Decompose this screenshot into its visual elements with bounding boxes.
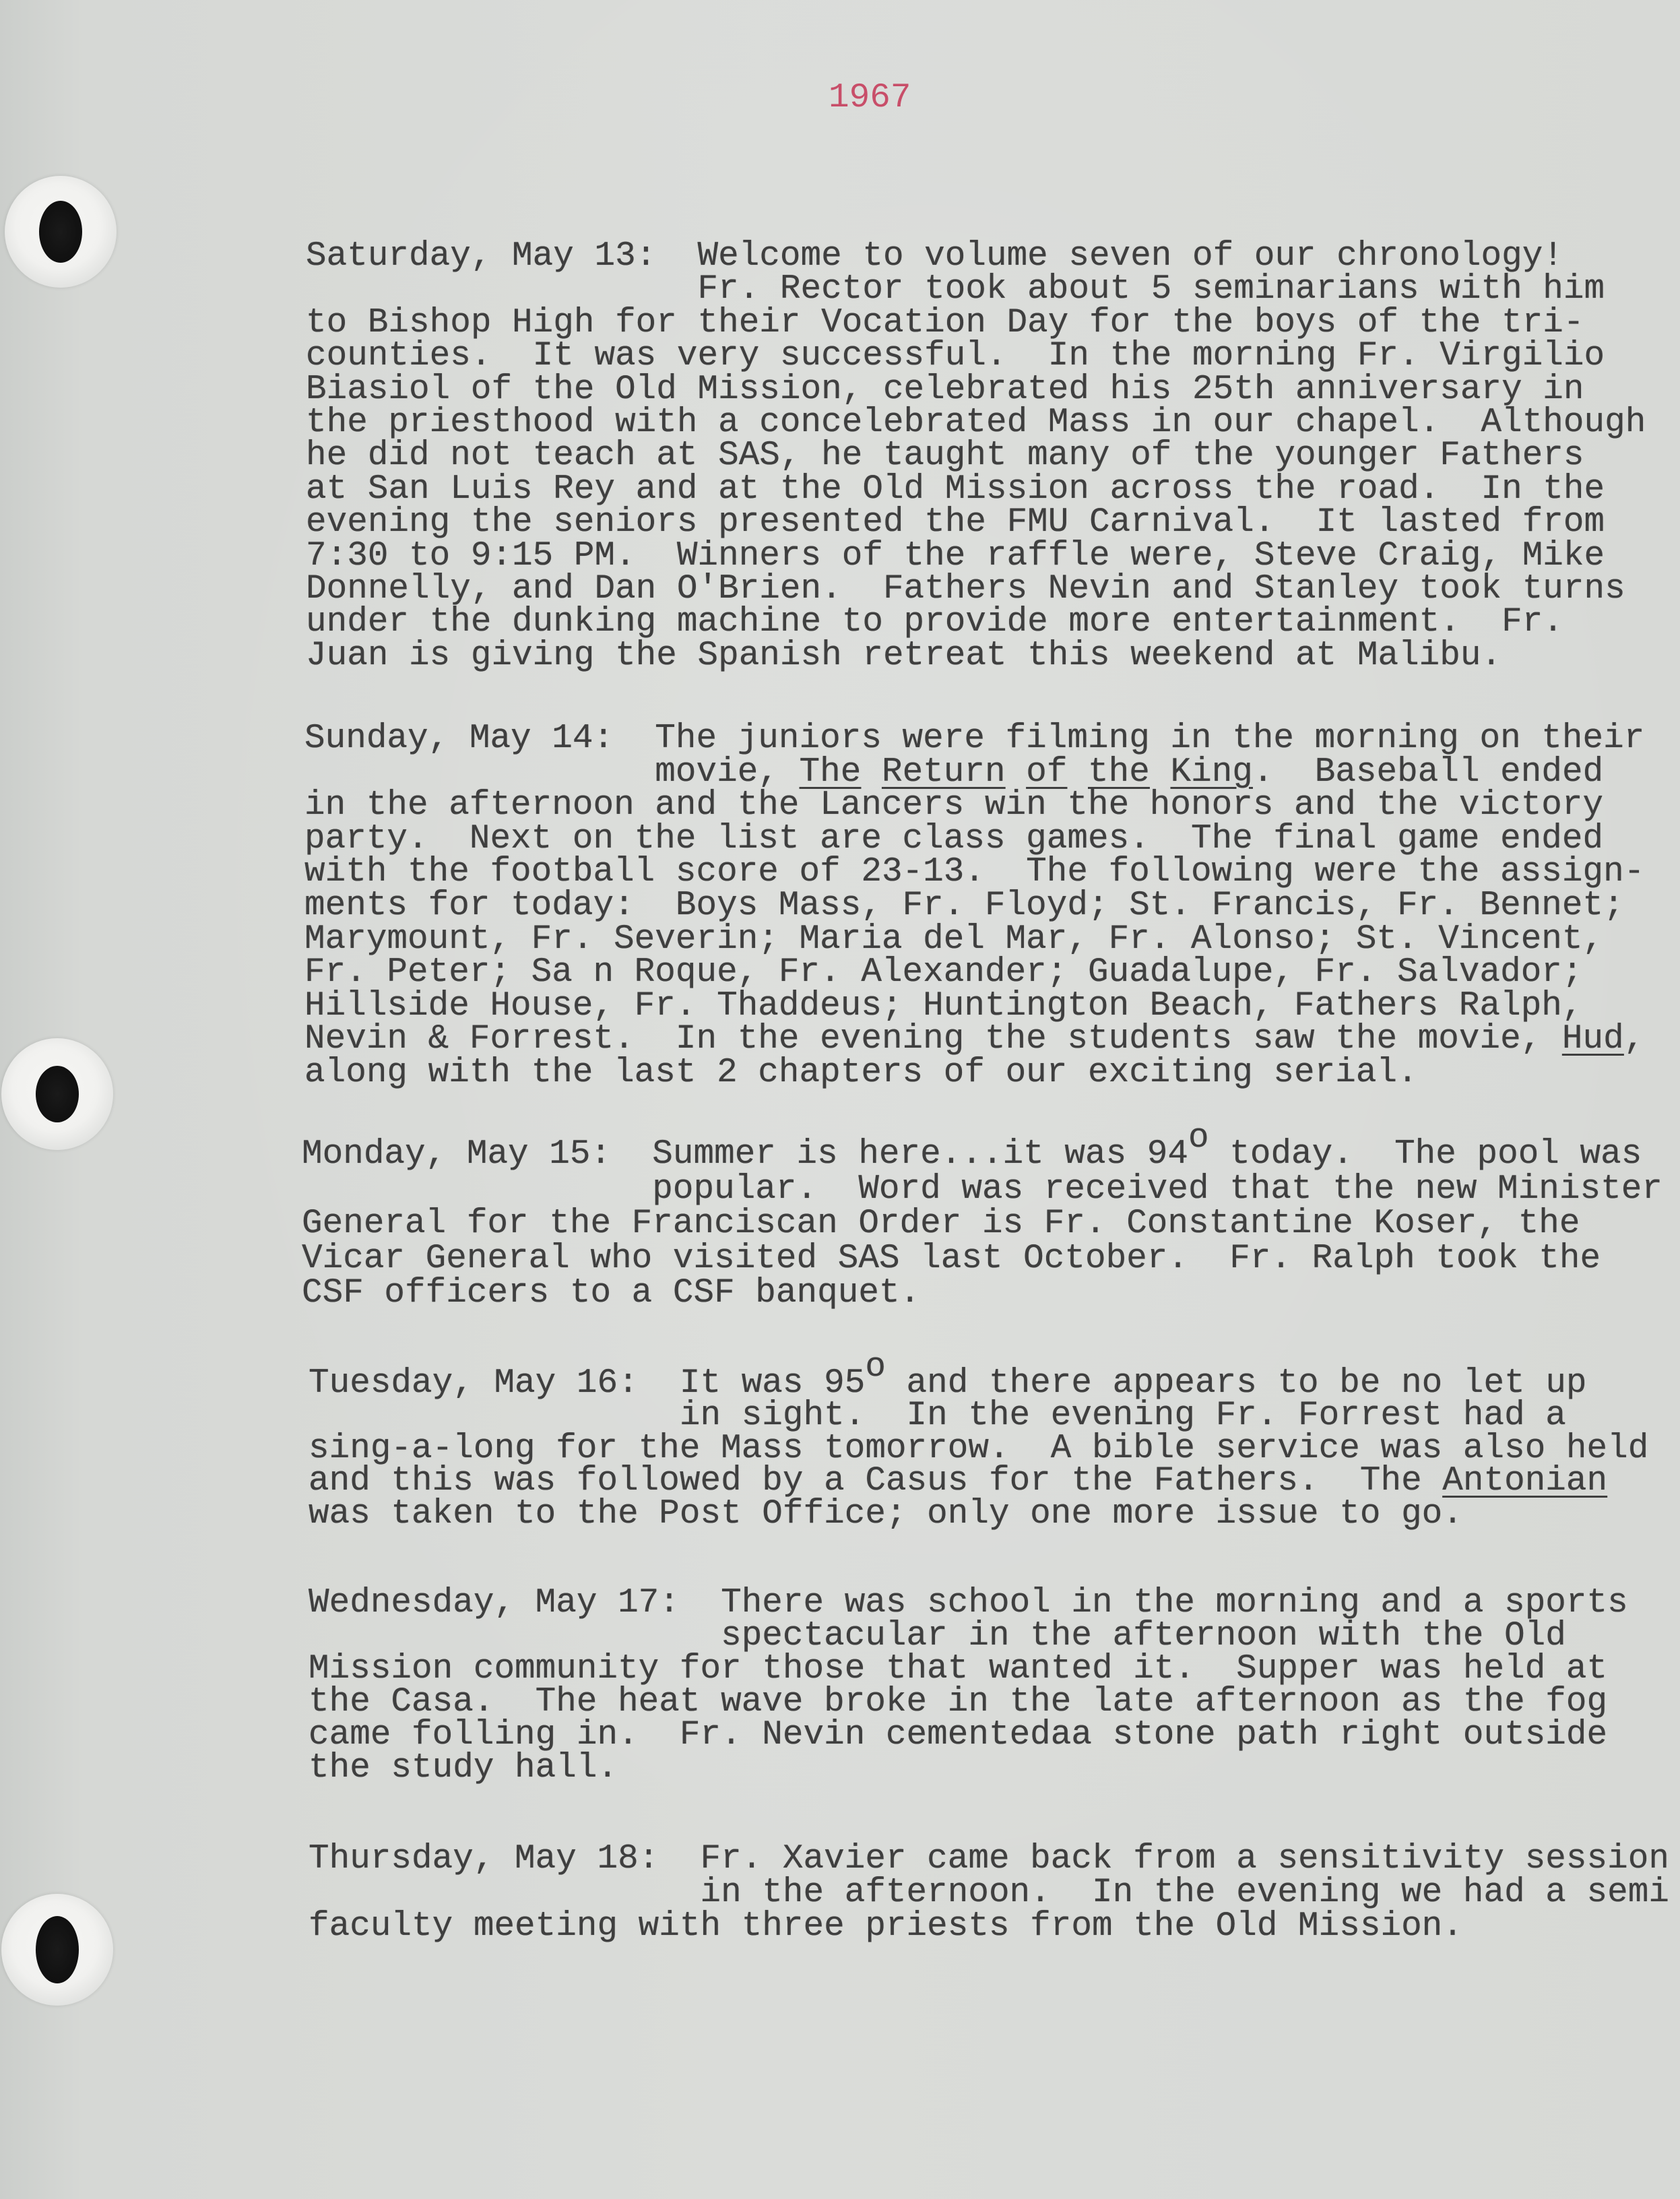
entry-line <box>309 1462 1648 1501</box>
entry-wednesday <box>309 1584 1628 1788</box>
entry-line <box>309 1907 1669 1946</box>
entry-line <box>309 1716 1628 1755</box>
entry-text: , <box>1623 1020 1645 1059</box>
entry-date: Wednesday, May 17: <box>309 1584 680 1622</box>
entry-text: Welcome to volume seven of our chronology! <box>697 237 1563 276</box>
page-year: 1967 <box>829 79 911 117</box>
entry-line <box>306 437 1646 476</box>
entry-line <box>309 1840 1669 1878</box>
entry-saturday <box>306 237 1646 675</box>
space <box>1006 756 1027 790</box>
entry-text: Donnelly, and Dan O'Brien. Fathers Nevin and Stanley took turns <box>306 569 1625 608</box>
entry-text: Fr. Peter; Sa n Roque, Fr. Alexander; Guadalupe, Fr. Salvador; <box>304 953 1583 992</box>
entry-text: came folling in. Fr. Nevin cementedaa stone path right outside <box>309 1716 1608 1755</box>
entry-text: to Bishop High for their Vocation Day for the boys of the tri- <box>306 303 1584 342</box>
entry-text: the Casa. The heat wave broke in the late afternoon as the fog <box>309 1683 1608 1722</box>
entry-line <box>309 1584 1628 1622</box>
entry-line <box>309 1683 1628 1722</box>
entry-text: CSF officers to a CSF banquet. <box>302 1274 921 1312</box>
movie-title-word: of <box>1026 753 1068 792</box>
entry-text: spectacular in the afternoon with the Old <box>721 1617 1566 1656</box>
movie-title: Hud <box>1561 1020 1624 1059</box>
entry-text: Fr. Xavier came back from a sensitivity session <box>700 1840 1669 1878</box>
entry-line <box>304 986 1644 1025</box>
entry-tuesday <box>309 1348 1649 1533</box>
entry-line <box>304 1053 1644 1092</box>
entry-text: was taken to the Post Office; only one more issue to go. <box>309 1494 1463 1533</box>
entry-text: There was school in the morning and a sports <box>721 1584 1628 1622</box>
entry-text: ments for today: Boys Mass, Fr. Floyd; St. Francis, Fr. Bennet; <box>304 886 1624 925</box>
entry-line <box>302 1207 1662 1242</box>
space <box>861 756 882 790</box>
entry-date: Monday, May 15: <box>302 1135 612 1174</box>
entry-text: evening the seniors presented the FMU Carnival. It lasted from <box>306 503 1605 542</box>
entry-line <box>302 1172 1662 1207</box>
entry-text: counties. It was very successful. In the morning Fr. Virgilio <box>306 337 1605 376</box>
entry-line <box>306 403 1646 442</box>
entry-text: Mission community for those that wanted it. Supper was held at <box>309 1650 1608 1689</box>
entry-line <box>304 953 1644 992</box>
entry-text: and there appears to be no let up <box>885 1364 1587 1403</box>
movie-title-word: the <box>1088 753 1150 792</box>
entry-text: today. The pool was <box>1208 1135 1642 1174</box>
entry-text: along with the last 2 chapters of our exciting serial. <box>304 1053 1418 1092</box>
entry-text: It was 95 <box>679 1364 866 1403</box>
entry-text: movie, <box>655 753 800 792</box>
entry-text: faculty meeting with three priests from the Old Mission. <box>309 1907 1463 1946</box>
entry-text: in the afternoon and the Lancers win the honors and the victory <box>304 786 1604 825</box>
entry-line <box>306 270 1646 309</box>
entry-text: he did not teach at SAS, he taught many of the younger Fathers <box>306 437 1584 476</box>
entry-date: Tuesday, May 16: <box>309 1364 639 1403</box>
entry-line <box>304 853 1645 892</box>
punch-hole-bottom <box>1 1894 113 2006</box>
entry-date: Saturday, May 13: <box>306 237 657 276</box>
publication-title: Antonian <box>1442 1462 1608 1501</box>
entry-line <box>302 1276 1662 1311</box>
entry-text: Hillside House, Fr. Thaddeus; Huntington Beach, Fathers Ralph, <box>304 986 1583 1025</box>
hole-opening <box>39 201 82 263</box>
degree-mark: o <box>1188 1119 1209 1157</box>
entry-text: Biasiol of the Old Mission, celebrated his 25th anniversary in <box>306 370 1584 409</box>
entry-thursday <box>309 1840 1669 1946</box>
entry-line <box>304 819 1644 858</box>
entry-line <box>306 603 1646 642</box>
entry-text: Summer is here...it was 94 <box>652 1135 1189 1174</box>
entry-line <box>302 1119 1662 1174</box>
entry-text: General for the Franciscan Order is Fr. Constantine Koser, the <box>302 1205 1580 1243</box>
entry-date: Thursday, May 18: <box>309 1840 659 1878</box>
entry-line <box>304 920 1644 959</box>
punch-hole-middle <box>1 1038 113 1150</box>
entry-text: in sight. In the evening Fr. Forrest had a <box>679 1397 1566 1436</box>
entry-date: Sunday, May 14: <box>304 720 614 758</box>
entry-line <box>306 636 1646 675</box>
entry-text: Vicar General who visited SAS last October. Fr. Ralph took the <box>302 1239 1601 1278</box>
entry-line <box>309 1397 1648 1436</box>
entry-line <box>304 722 1644 756</box>
entry-text: with the football score of 23-13. The following were the assign- <box>304 853 1645 892</box>
entry-text: 7:30 to 9:15 PM. Winners of the raffle were, Steve Craig, Mike <box>306 536 1605 575</box>
entry-line <box>304 786 1644 825</box>
entry-line <box>306 569 1646 608</box>
movie-title-word: Return <box>881 753 1006 792</box>
movie-title-word: King <box>1170 753 1253 792</box>
entry-text: Fr. Rector took about 5 seminarians with him <box>697 270 1605 309</box>
entry-line <box>309 1494 1648 1533</box>
entry-text: . Baseball ended <box>1252 753 1604 792</box>
entry-line <box>309 1650 1628 1689</box>
entry-text: party. Next on the list are class games. The final game ended <box>304 819 1604 858</box>
entry-text: Juan is giving the Spanish retreat this weekend at Malibu. <box>306 636 1502 675</box>
entry-text: the priesthood with a concelebrated Mass in our chapel. Although <box>306 403 1646 442</box>
entry-line <box>304 753 1644 792</box>
entry-line <box>302 1239 1662 1278</box>
space <box>1067 756 1088 790</box>
entry-text: The juniors were filming in the morning on their <box>655 720 1645 758</box>
entry-line <box>306 303 1646 342</box>
hole-opening <box>36 1916 79 1983</box>
degree-mark: o <box>865 1348 886 1387</box>
punch-hole-top <box>5 176 117 288</box>
hole-opening <box>36 1066 79 1122</box>
entry-line <box>306 237 1646 276</box>
entry-line <box>309 1749 1628 1788</box>
entry-line <box>309 1876 1669 1910</box>
entry-line <box>309 1429 1649 1468</box>
entry-text: Marymount, Fr. Severin; Maria del Mar, Fr. Alonso; St. Vincent, <box>304 920 1604 959</box>
entry-line <box>309 1617 1628 1656</box>
entry-text: the study hall. <box>309 1749 618 1788</box>
entry-text: Nevin & Forrest. In the evening the students saw the movie, <box>304 1020 1562 1059</box>
entry-text: at San Luis Rey and at the Old Mission across the road. In the <box>306 470 1605 509</box>
entry-text: popular. Word was received that the new Minister <box>652 1170 1662 1209</box>
entry-text: in the afternoon. In the evening we had a semi <box>700 1874 1669 1912</box>
entry-text: under the dunking machine to provide more entertainment. Fr. <box>306 603 1563 642</box>
entry-sunday <box>304 722 1644 1090</box>
entry-line <box>306 536 1646 575</box>
entry-line <box>306 470 1646 509</box>
movie-title-word: The <box>799 753 862 792</box>
entry-line <box>304 1020 1645 1059</box>
entry-monday <box>302 1119 1662 1312</box>
entry-line <box>306 337 1646 376</box>
space <box>1150 756 1171 790</box>
entry-line <box>309 1348 1648 1403</box>
entry-line <box>306 503 1646 542</box>
entry-text: and this was followed by a Casus for the Fathers. The <box>309 1462 1443 1501</box>
entry-text: sing-a-long for the Mass tomorrow. A bible service was also held <box>309 1429 1649 1468</box>
entry-line <box>306 370 1646 409</box>
entry-line <box>304 886 1644 925</box>
